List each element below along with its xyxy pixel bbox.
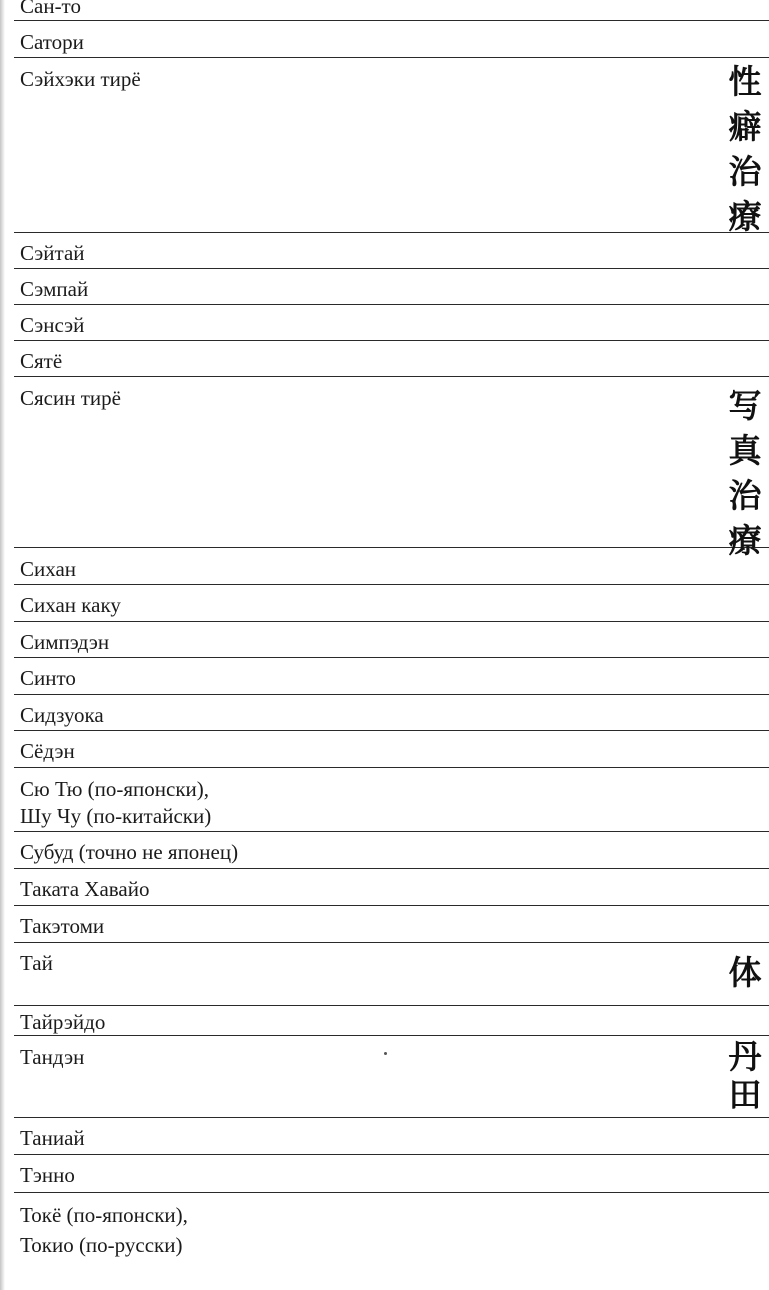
glossary-row-simpeden [14, 622, 769, 658]
term-line: Токио (по-русски) [20, 1233, 183, 1257]
term: Сидзуока [20, 703, 104, 727]
term: Сэйтай [20, 241, 85, 265]
glossary-row-subud [14, 832, 769, 869]
glossary-row-taketomi [14, 906, 769, 943]
term: Сясин тирё [20, 386, 121, 410]
term: Тай [20, 951, 53, 975]
kanji-character: 写 [728, 386, 762, 425]
kanji-character: 丹 [728, 1037, 762, 1076]
kanji-character: 療 [728, 521, 762, 560]
term: Тандэн [20, 1045, 85, 1069]
term: Сэйхэки тирё [20, 67, 141, 91]
kanji-glyph-column [724, 1038, 766, 1114]
glossary-row-seiheki-tire [14, 58, 769, 236]
kanji-character: 真 [728, 431, 762, 470]
kanji-character: 治 [728, 476, 762, 515]
term: Такэтоми [20, 914, 105, 938]
kanji-character: 田 [728, 1075, 762, 1114]
glossary-row-sihan-kaku [14, 585, 769, 622]
term: Таниай [20, 1126, 85, 1150]
term: Сихан [20, 557, 77, 581]
term: Симпэдэн [20, 630, 110, 654]
term: Сатори [20, 30, 84, 54]
kanji-glyph-column [724, 383, 766, 563]
kanji-character: 性 [728, 62, 762, 101]
term: Сан-то [20, 0, 81, 18]
glossary-row-sinto [14, 658, 769, 695]
kanji-glyph-column [724, 950, 766, 995]
kanji-glyph-column [724, 59, 766, 239]
glossary-row-syate [14, 341, 769, 377]
term-line: Токё (по-японски), [20, 1203, 188, 1227]
term-line: Сю Тю (по-японски), [20, 777, 210, 801]
print-speck [384, 1052, 387, 1055]
glossary-row-sempai [14, 269, 769, 305]
term: Сэмпай [20, 277, 89, 301]
kanji-character: 体 [728, 953, 762, 992]
glossary-row-toke [14, 1193, 769, 1273]
glossary-row-sensei [14, 305, 769, 341]
glossary-row-syoden [14, 731, 769, 768]
glossary-row-satori [14, 21, 769, 58]
glossary-row-syasin-tire [14, 377, 769, 560]
term: Сихан каку [20, 593, 121, 617]
glossary-row-tai [14, 943, 769, 1006]
kanji-character: 癖 [728, 107, 762, 146]
glossary-row-sihan [14, 548, 769, 585]
glossary-row-seitai [14, 233, 769, 269]
glossary-row-tanden [14, 1036, 769, 1118]
glossary-row-taniai [14, 1118, 769, 1155]
glossary-row-sidzuoka [14, 695, 769, 731]
term: Сэнсэй [20, 313, 85, 337]
glossary-row-syu-tyu [14, 768, 769, 832]
term: Сятё [20, 349, 63, 373]
page-gutter-shadow [0, 0, 5, 1290]
term: Таката Хавайо [20, 877, 150, 901]
term: Тайрэйдо [20, 1010, 106, 1034]
term: Субуд (точно не японец) [20, 840, 239, 864]
kanji-character: 療 [728, 197, 762, 236]
term: Тэнно [20, 1163, 75, 1187]
glossary-row-tenno [14, 1155, 769, 1193]
term: Синто [20, 666, 76, 690]
glossary-row-takata-havayo [14, 869, 769, 906]
kanji-character: 治 [728, 152, 762, 191]
glossary-row-santo [14, 0, 769, 21]
term-line: Шу Чу (по-китайски) [20, 804, 212, 828]
term: Сёдэн [20, 739, 75, 763]
glossary-row-taireido [14, 1006, 769, 1036]
